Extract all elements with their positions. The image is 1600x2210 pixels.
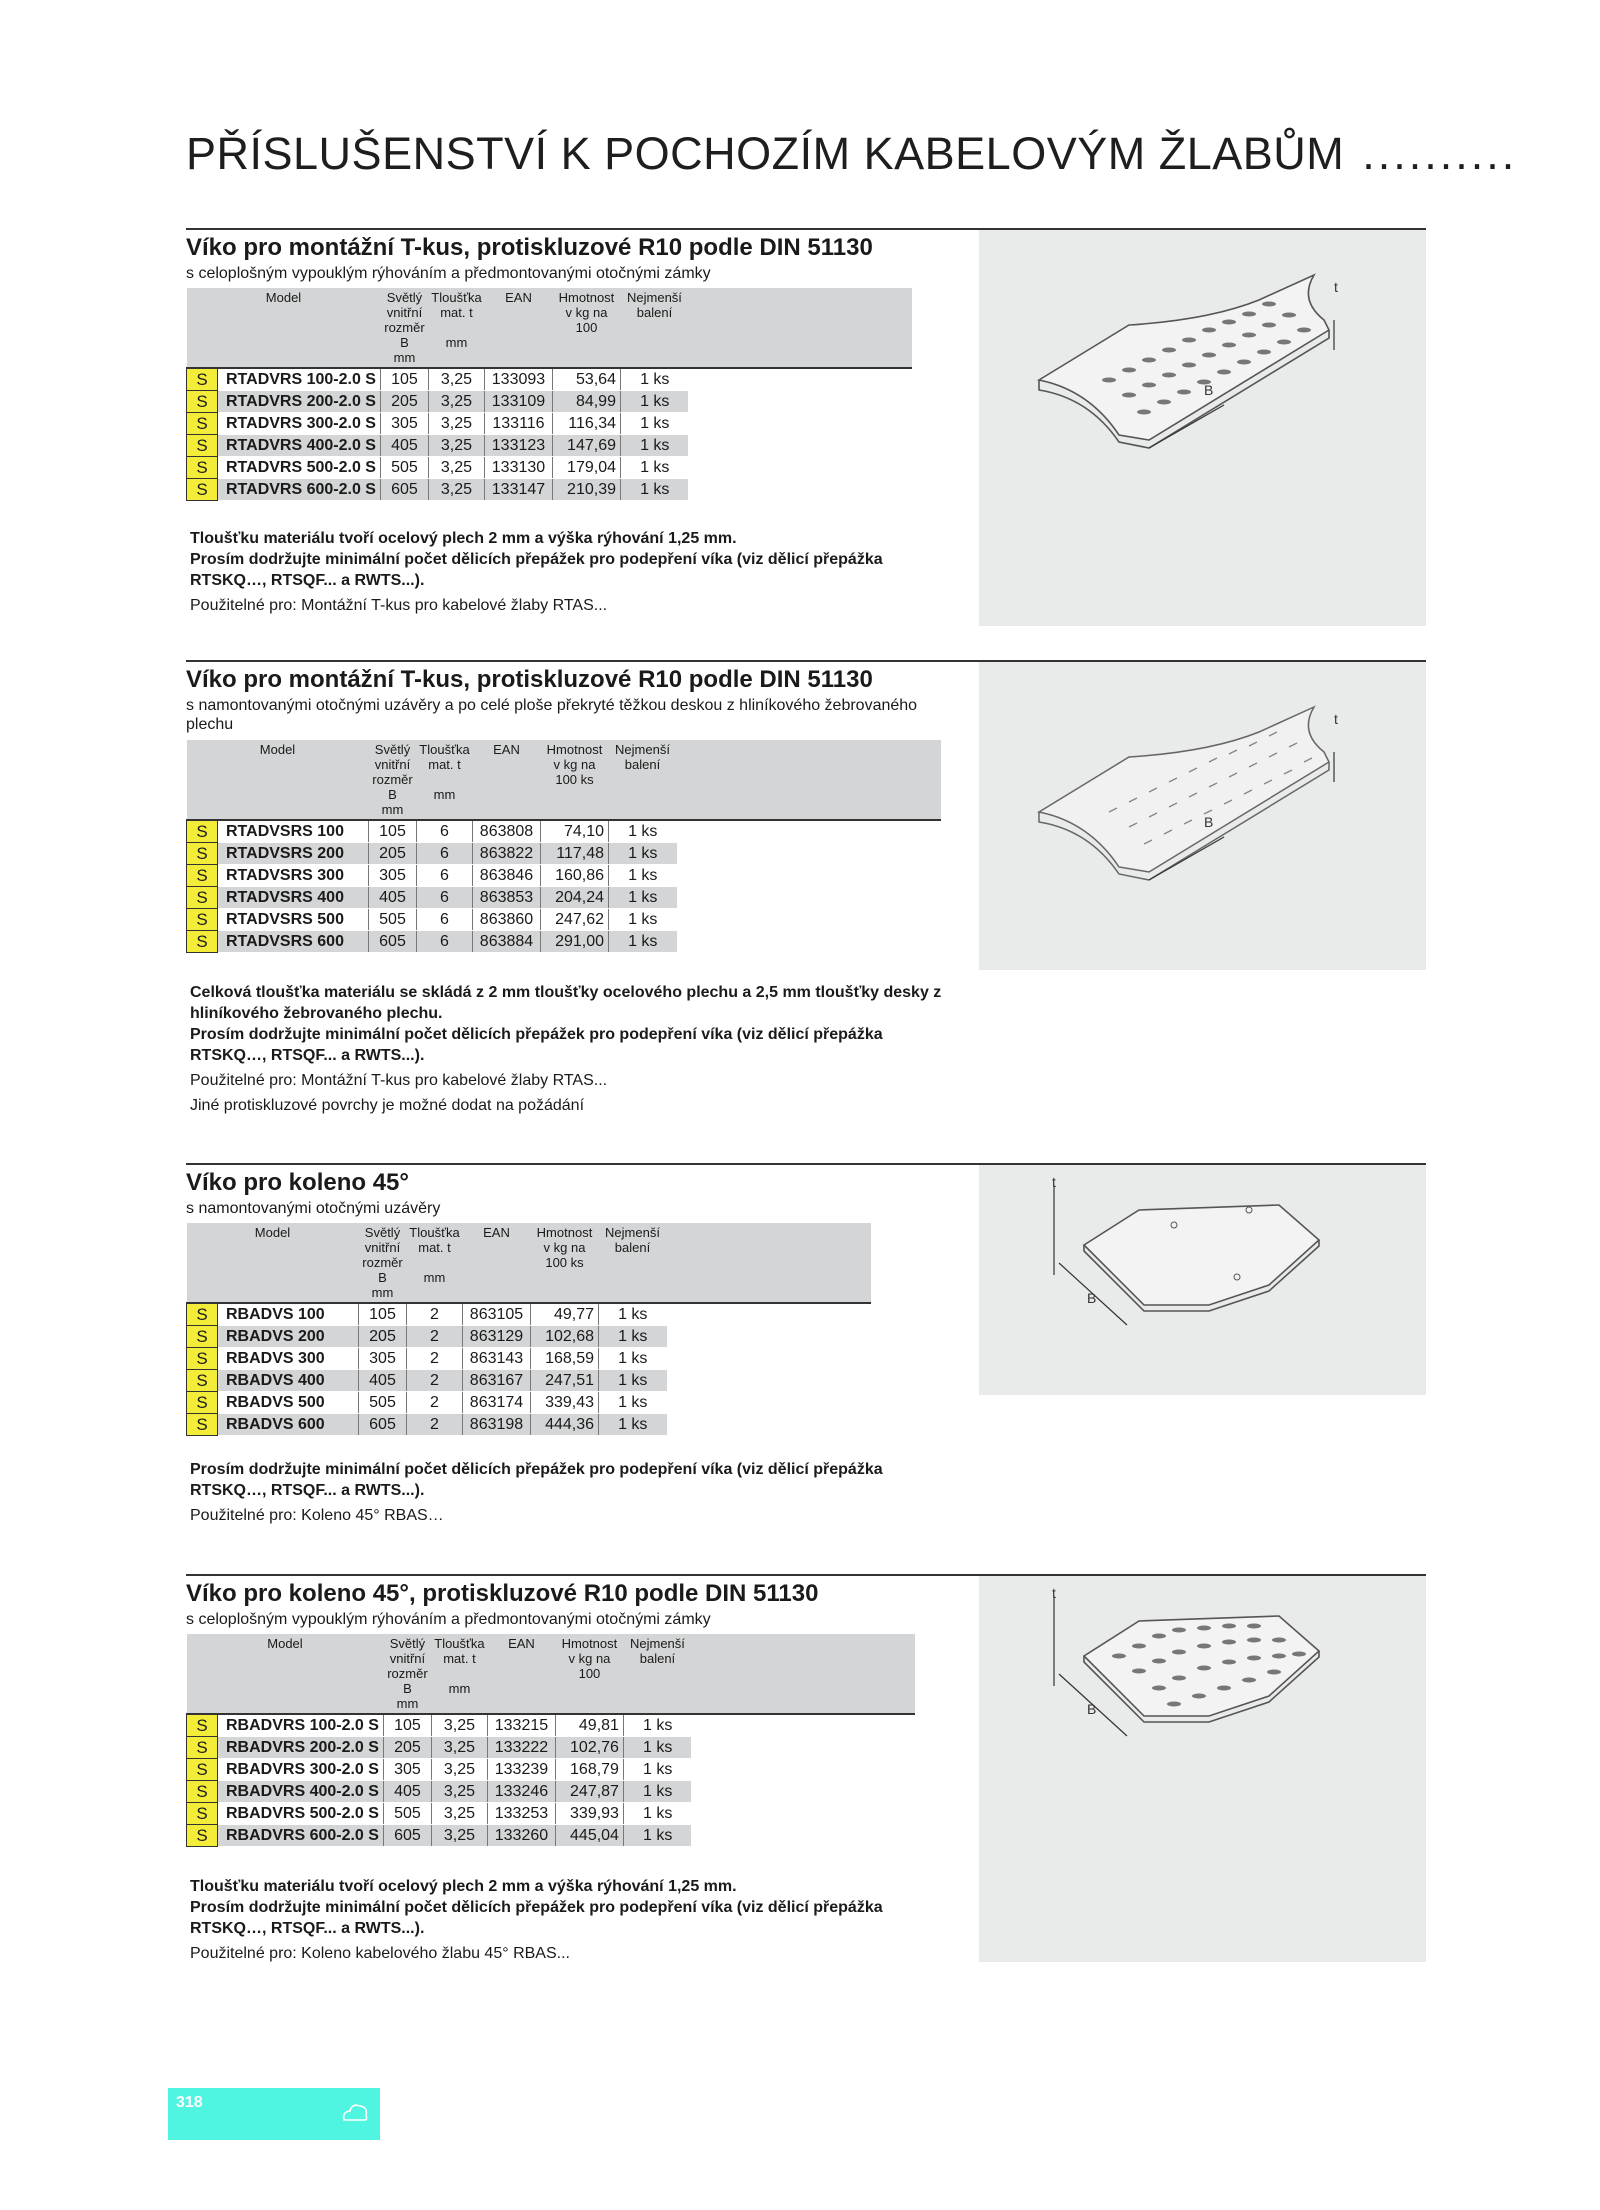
note-bold: Prosím dodržujte minimální počet dělicích přepážek pro podepření víka (viz dělicí přepážka RTSKQ…, RTSQF... a RWTS...).: [190, 1461, 883, 1499]
model-cell: RTADVRS 400-2.0 S: [218, 435, 381, 457]
product-drawing-t-piece: [979, 230, 1426, 626]
inner-width-cell: 305: [380, 413, 428, 435]
section-t-piece-cover-aluminium: [186, 660, 1426, 1140]
table-row: [187, 887, 941, 909]
stock-badge: S: [187, 931, 218, 953]
col-header-thickness: Tloušťka mat. t mm: [407, 1223, 463, 1303]
packaging-cell: 1 ks: [609, 931, 677, 953]
packaging-cell: 1 ks: [623, 1803, 691, 1825]
thickness-cell: 3,25: [431, 1759, 487, 1781]
table-row: [187, 435, 913, 457]
ean-cell: 133093: [484, 368, 552, 391]
packaging-cell: 1 ks: [620, 435, 688, 457]
stock-badge: S: [187, 1759, 218, 1781]
weight-cell: 49,81: [555, 1714, 623, 1737]
page-number: 318: [176, 2094, 203, 2111]
col-header-inner-width: Světlý vnitřní rozměr B mm: [369, 740, 417, 820]
stock-badge: S: [187, 479, 218, 501]
svg-text:t: t: [1334, 279, 1338, 295]
table-row: [187, 1348, 871, 1370]
section-title: Víko pro montážní T-kus, protiskluzové R10 podle DIN 51130: [186, 234, 873, 261]
ean-cell: 863167: [463, 1370, 531, 1392]
col-header-thickness: Tloušťka mat. t mm: [417, 740, 473, 820]
weight-cell: 49,77: [531, 1303, 599, 1326]
svg-text:t: t: [1052, 1585, 1056, 1601]
model-cell: RBADVRS 500-2.0 S: [218, 1803, 384, 1825]
model-cell: RTADVSRS 600: [218, 931, 369, 953]
thickness-cell: 3,25: [431, 1803, 487, 1825]
packaging-cell: 1 ks: [599, 1392, 667, 1414]
packaging-cell: 1 ks: [620, 368, 688, 391]
svg-text:B: B: [1087, 1701, 1097, 1717]
thickness-cell: 3,25: [428, 368, 484, 391]
ean-cell: 863143: [463, 1348, 531, 1370]
col-header-weight: Hmotnost v kg na 100 ks: [541, 740, 609, 820]
thickness-cell: 6: [417, 931, 473, 953]
inner-width-cell: 105: [383, 1714, 431, 1737]
model-cell: RBADVS 300: [218, 1348, 359, 1370]
note-other-surfaces: Jiné protiskluzové povrchy je možné dodat na požádání: [190, 1097, 585, 1114]
ean-cell: 863808: [473, 820, 541, 843]
model-cell: RTADVSRS 500: [218, 909, 369, 931]
model-cell: RTADVSRS 100: [218, 820, 369, 843]
packaging-cell: 1 ks: [620, 413, 688, 435]
weight-cell: 74,10: [541, 820, 609, 843]
weight-cell: 84,99: [552, 391, 620, 413]
product-drawing-bend-45-grooved: [979, 1576, 1426, 1962]
note-usable-for: Použitelné pro: Koleno 45° RBAS…: [190, 1507, 444, 1524]
col-header-thickness: Tloušťka mat. t mm: [431, 1634, 487, 1714]
table-row: [187, 909, 941, 931]
table-row: [187, 391, 913, 413]
thickness-cell: 3,25: [428, 435, 484, 457]
ean-cell: 863198: [463, 1414, 531, 1436]
inner-width-cell: 205: [383, 1737, 431, 1759]
thickness-cell: 6: [417, 820, 473, 843]
model-cell: RBADVRS 300-2.0 S: [218, 1759, 384, 1781]
col-header-model: Model: [187, 1223, 359, 1303]
packaging-cell: 1 ks: [623, 1781, 691, 1803]
col-header-inner-width: Světlý vnitřní rozměr B mm: [383, 1634, 431, 1714]
thickness-cell: 3,25: [428, 391, 484, 413]
table-row: [187, 865, 941, 887]
weight-cell: 204,24: [541, 887, 609, 909]
stock-badge: S: [187, 1303, 218, 1326]
stock-badge: S: [187, 1370, 218, 1392]
weight-cell: 160,86: [541, 865, 609, 887]
col-header-model: Model: [187, 740, 369, 820]
weight-cell: 445,04: [555, 1825, 623, 1847]
inner-width-cell: 205: [380, 391, 428, 413]
stock-badge: S: [187, 843, 218, 865]
section-bend-45-cover-grooved: [186, 1574, 1426, 1994]
thickness-cell: 2: [407, 1348, 463, 1370]
weight-cell: 168,79: [555, 1759, 623, 1781]
col-header-inner-width: Světlý vnitřní rozměr B mm: [359, 1223, 407, 1303]
page-title: [186, 128, 1517, 180]
section-notes: [190, 528, 950, 620]
table-row: [187, 1392, 871, 1414]
page-title-text: PŘÍSLUŠENSTVÍ K POCHOZÍM KABELOVÝM ŽLABŮM: [186, 128, 1345, 179]
inner-width-cell: 305: [369, 865, 417, 887]
section-notes: [190, 1876, 950, 1968]
spec-table: [186, 1634, 915, 1847]
col-header-thickness: Tloušťka mat. t mm: [428, 288, 484, 368]
weight-cell: 147,69: [552, 435, 620, 457]
table-row: [187, 843, 941, 865]
inner-width-cell: 505: [380, 457, 428, 479]
stock-badge: S: [187, 1825, 218, 1847]
packaging-cell: 1 ks: [623, 1714, 691, 1737]
thickness-cell: 3,25: [428, 457, 484, 479]
col-header-ean: EAN: [473, 740, 541, 820]
col-header-packaging: Nejmenší balení: [599, 1223, 667, 1303]
inner-width-cell: 505: [369, 909, 417, 931]
model-cell: RBADVS 600: [218, 1414, 359, 1436]
col-header-packaging: Nejmenší balení: [620, 288, 688, 368]
inner-width-cell: 305: [359, 1348, 407, 1370]
stock-badge: S: [187, 1781, 218, 1803]
packaging-cell: 1 ks: [599, 1326, 667, 1348]
inner-width-cell: 205: [369, 843, 417, 865]
section-notes: [190, 982, 950, 1120]
section-notes: [190, 1459, 950, 1530]
weight-cell: 116,34: [552, 413, 620, 435]
ean-cell: 863846: [473, 865, 541, 887]
ean-cell: 133147: [484, 479, 552, 501]
thickness-cell: 6: [417, 887, 473, 909]
inner-width-cell: 105: [359, 1303, 407, 1326]
title-leader-dots: ..........: [1362, 128, 1518, 179]
thickness-cell: 2: [407, 1303, 463, 1326]
inner-width-cell: 605: [359, 1414, 407, 1436]
spec-table: [186, 1223, 871, 1436]
stock-badge: S: [187, 909, 218, 931]
table-row: [187, 1803, 916, 1825]
thickness-cell: 2: [407, 1392, 463, 1414]
model-cell: RTADVRS 200-2.0 S: [218, 391, 381, 413]
stock-badge: S: [187, 391, 218, 413]
cloud-logo-icon: [340, 2098, 370, 2128]
inner-width-cell: 305: [383, 1759, 431, 1781]
table-row: [187, 1326, 871, 1348]
weight-cell: 339,93: [555, 1803, 623, 1825]
inner-width-cell: 105: [380, 368, 428, 391]
section-subtitle: s namontovanými otočnými uzávěry a po celé ploše překryté těžkou deskou z hliníkového žebrovaného plechu: [186, 697, 918, 733]
weight-cell: 247,87: [555, 1781, 623, 1803]
model-cell: RTADVRS 100-2.0 S: [218, 368, 381, 391]
table-row: [187, 1303, 871, 1326]
weight-cell: 53,64: [552, 368, 620, 391]
packaging-cell: 1 ks: [609, 909, 677, 931]
col-header-packaging: Nejmenší balení: [609, 740, 677, 820]
ean-cell: 133239: [487, 1759, 555, 1781]
ean-cell: 863860: [473, 909, 541, 931]
packaging-cell: 1 ks: [609, 865, 677, 887]
packaging-cell: 1 ks: [599, 1348, 667, 1370]
stock-badge: S: [187, 820, 218, 843]
spec-table: [186, 740, 941, 953]
note-usable-for: Použitelné pro: Montážní T-kus pro kabelové žlaby RTAS...: [190, 1072, 608, 1089]
packaging-cell: 1 ks: [609, 887, 677, 909]
weight-cell: 444,36: [531, 1414, 599, 1436]
table-row: [187, 1414, 871, 1436]
inner-width-cell: 505: [383, 1803, 431, 1825]
weight-cell: 291,00: [541, 931, 609, 953]
note-bold: Celková tloušťka materiálu se skládá z 2 mm tloušťky ocelového plechu a 2,5 mm tloušťky desky z hliníkového žebrovaného plechu. Prosím dodržujte minimální počet dělicích přepážek pro podepření víka (viz dělicí přepážka RTSKQ…, RTSQF... a RWTS...).: [190, 984, 942, 1064]
stock-badge: S: [187, 1348, 218, 1370]
model-cell: RBADVS 200: [218, 1326, 359, 1348]
col-header-ean: EAN: [463, 1223, 531, 1303]
model-cell: RBADVRS 400-2.0 S: [218, 1781, 384, 1803]
svg-text:t: t: [1334, 711, 1338, 727]
ean-cell: 133130: [484, 457, 552, 479]
model-cell: RBADVS 500: [218, 1392, 359, 1414]
ean-cell: 133246: [487, 1781, 555, 1803]
packaging-cell: 1 ks: [609, 843, 677, 865]
stock-badge: S: [187, 368, 218, 391]
model-cell: RTADVSRS 200: [218, 843, 369, 865]
note-bold: Tloušťku materiálu tvoří ocelový plech 2 mm a výška rýhování 1,25 mm. Prosím dodržujte minimální počet dělicích přepážek pro podepření víka (viz dělicí přepážka RTSKQ…, RTSQF... a RWTS...).: [190, 1878, 883, 1937]
thickness-cell: 3,25: [431, 1714, 487, 1737]
col-header-ean: EAN: [484, 288, 552, 368]
stock-badge: S: [187, 887, 218, 909]
col-header-weight: Hmotnost v kg na 100: [552, 288, 620, 368]
inner-width-cell: 205: [359, 1326, 407, 1348]
section-subtitle: s namontovanými otočnými uzávěry: [186, 1200, 441, 1217]
weight-cell: 339,43: [531, 1392, 599, 1414]
section-title: Víko pro koleno 45°: [186, 1169, 409, 1196]
inner-width-cell: 505: [359, 1392, 407, 1414]
thickness-cell: 3,25: [428, 413, 484, 435]
packaging-cell: 1 ks: [599, 1414, 667, 1436]
stock-badge: S: [187, 1414, 218, 1436]
thickness-cell: 2: [407, 1414, 463, 1436]
ean-cell: 133116: [484, 413, 552, 435]
svg-text:B: B: [1087, 1290, 1097, 1306]
table-row: [187, 1714, 916, 1737]
svg-text:B: B: [1204, 814, 1214, 830]
weight-cell: 117,48: [541, 843, 609, 865]
inner-width-cell: 605: [369, 931, 417, 953]
ean-cell: 133123: [484, 435, 552, 457]
inner-width-cell: 405: [369, 887, 417, 909]
model-cell: RBADVRS 600-2.0 S: [218, 1825, 384, 1847]
section-subtitle: s celoplošným vypouklým rýhováním a předmontovanými otočnými zámky: [186, 265, 711, 282]
model-cell: RTADVRS 500-2.0 S: [218, 457, 381, 479]
note-bold: Tloušťku materiálu tvoří ocelový plech 2 mm a výška rýhování 1,25 mm. Prosím dodržujte minimální počet dělicích přepážek pro podepření víka (viz dělicí přepážka RTSKQ…, RTSQF... a RWTS...).: [190, 530, 883, 589]
stock-badge: S: [187, 457, 218, 479]
weight-cell: 247,51: [531, 1370, 599, 1392]
stock-badge: S: [187, 865, 218, 887]
product-drawing-t-piece-aluminium: [979, 662, 1426, 970]
packaging-cell: 1 ks: [599, 1303, 667, 1326]
packaging-cell: 1 ks: [620, 479, 688, 501]
stock-badge: S: [187, 1737, 218, 1759]
thickness-cell: 2: [407, 1370, 463, 1392]
inner-width-cell: 405: [359, 1370, 407, 1392]
packaging-cell: 1 ks: [620, 391, 688, 413]
table-row: [187, 1759, 916, 1781]
thickness-cell: 2: [407, 1326, 463, 1348]
table-row: [187, 1781, 916, 1803]
page-number-tab: [168, 2088, 380, 2140]
table-row: [187, 820, 941, 843]
thickness-cell: 6: [417, 843, 473, 865]
packaging-cell: 1 ks: [623, 1759, 691, 1781]
thickness-cell: 6: [417, 865, 473, 887]
weight-cell: 210,39: [552, 479, 620, 501]
svg-text:B: B: [1204, 382, 1214, 398]
ean-cell: 863129: [463, 1326, 531, 1348]
thickness-cell: 3,25: [428, 479, 484, 501]
model-cell: RBADVRS 100-2.0 S: [218, 1714, 384, 1737]
note-usable-for: Použitelné pro: Koleno kabelového žlabu 45° RBAS...: [190, 1945, 570, 1962]
section-title: Víko pro koleno 45°, protiskluzové R10 podle DIN 51130: [186, 1580, 819, 1607]
table-row: [187, 931, 941, 953]
section-subtitle: s celoplošným vypouklým rýhováním a předmontovanými otočnými zámky: [186, 1611, 711, 1628]
col-header-inner-width: Světlý vnitřní rozměr B mm: [380, 288, 428, 368]
stock-badge: S: [187, 413, 218, 435]
product-drawing-bend-45: [979, 1165, 1426, 1395]
table-row: [187, 1737, 916, 1759]
ean-cell: 863105: [463, 1303, 531, 1326]
model-cell: RBADVRS 200-2.0 S: [218, 1737, 384, 1759]
stock-badge: S: [187, 1326, 218, 1348]
ean-cell: 133109: [484, 391, 552, 413]
model-cell: RTADVRS 300-2.0 S: [218, 413, 381, 435]
ean-cell: 863853: [473, 887, 541, 909]
col-header-weight: Hmotnost v kg na 100: [555, 1634, 623, 1714]
packaging-cell: 1 ks: [599, 1370, 667, 1392]
section-title: Víko pro montážní T-kus, protiskluzové R10 podle DIN 51130: [186, 666, 873, 693]
weight-cell: 168,59: [531, 1348, 599, 1370]
spec-table: [186, 288, 912, 501]
inner-width-cell: 605: [380, 479, 428, 501]
col-header-packaging: Nejmenší balení: [623, 1634, 691, 1714]
packaging-cell: 1 ks: [623, 1825, 691, 1847]
col-header-model: Model: [187, 1634, 384, 1714]
weight-cell: 102,76: [555, 1737, 623, 1759]
ean-cell: 133222: [487, 1737, 555, 1759]
model-cell: RTADVSRS 300: [218, 865, 369, 887]
model-cell: RTADVRS 600-2.0 S: [218, 479, 381, 501]
thickness-cell: 3,25: [431, 1737, 487, 1759]
ean-cell: 863884: [473, 931, 541, 953]
table-row: [187, 1370, 871, 1392]
thickness-cell: 3,25: [431, 1781, 487, 1803]
col-header-ean: EAN: [487, 1634, 555, 1714]
thickness-cell: 6: [417, 909, 473, 931]
ean-cell: 133253: [487, 1803, 555, 1825]
model-cell: RTADVSRS 400: [218, 887, 369, 909]
table-row: [187, 368, 913, 391]
stock-badge: S: [187, 1714, 218, 1737]
table-row: [187, 457, 913, 479]
inner-width-cell: 405: [380, 435, 428, 457]
packaging-cell: 1 ks: [609, 820, 677, 843]
packaging-cell: 1 ks: [623, 1737, 691, 1759]
ean-cell: 863174: [463, 1392, 531, 1414]
model-cell: RBADVS 400: [218, 1370, 359, 1392]
model-cell: RBADVS 100: [218, 1303, 359, 1326]
col-header-weight: Hmotnost v kg na 100 ks: [531, 1223, 599, 1303]
ean-cell: 133215: [487, 1714, 555, 1737]
ean-cell: 863822: [473, 843, 541, 865]
col-header-model: Model: [187, 288, 381, 368]
note-usable-for: Použitelné pro: Montážní T-kus pro kabelové žlaby RTAS...: [190, 597, 608, 614]
weight-cell: 102,68: [531, 1326, 599, 1348]
stock-badge: S: [187, 435, 218, 457]
inner-width-cell: 605: [383, 1825, 431, 1847]
stock-badge: S: [187, 1803, 218, 1825]
weight-cell: 247,62: [541, 909, 609, 931]
ean-cell: 133260: [487, 1825, 555, 1847]
section-bend-45-cover: [186, 1163, 1426, 1543]
stock-badge: S: [187, 1392, 218, 1414]
weight-cell: 179,04: [552, 457, 620, 479]
table-row: [187, 479, 913, 501]
section-t-piece-cover-grooved: [186, 228, 1426, 628]
thickness-cell: 3,25: [431, 1825, 487, 1847]
table-row: [187, 413, 913, 435]
inner-width-cell: 105: [369, 820, 417, 843]
table-row: [187, 1825, 916, 1847]
inner-width-cell: 405: [383, 1781, 431, 1803]
svg-text:t: t: [1052, 1174, 1056, 1190]
packaging-cell: 1 ks: [620, 457, 688, 479]
